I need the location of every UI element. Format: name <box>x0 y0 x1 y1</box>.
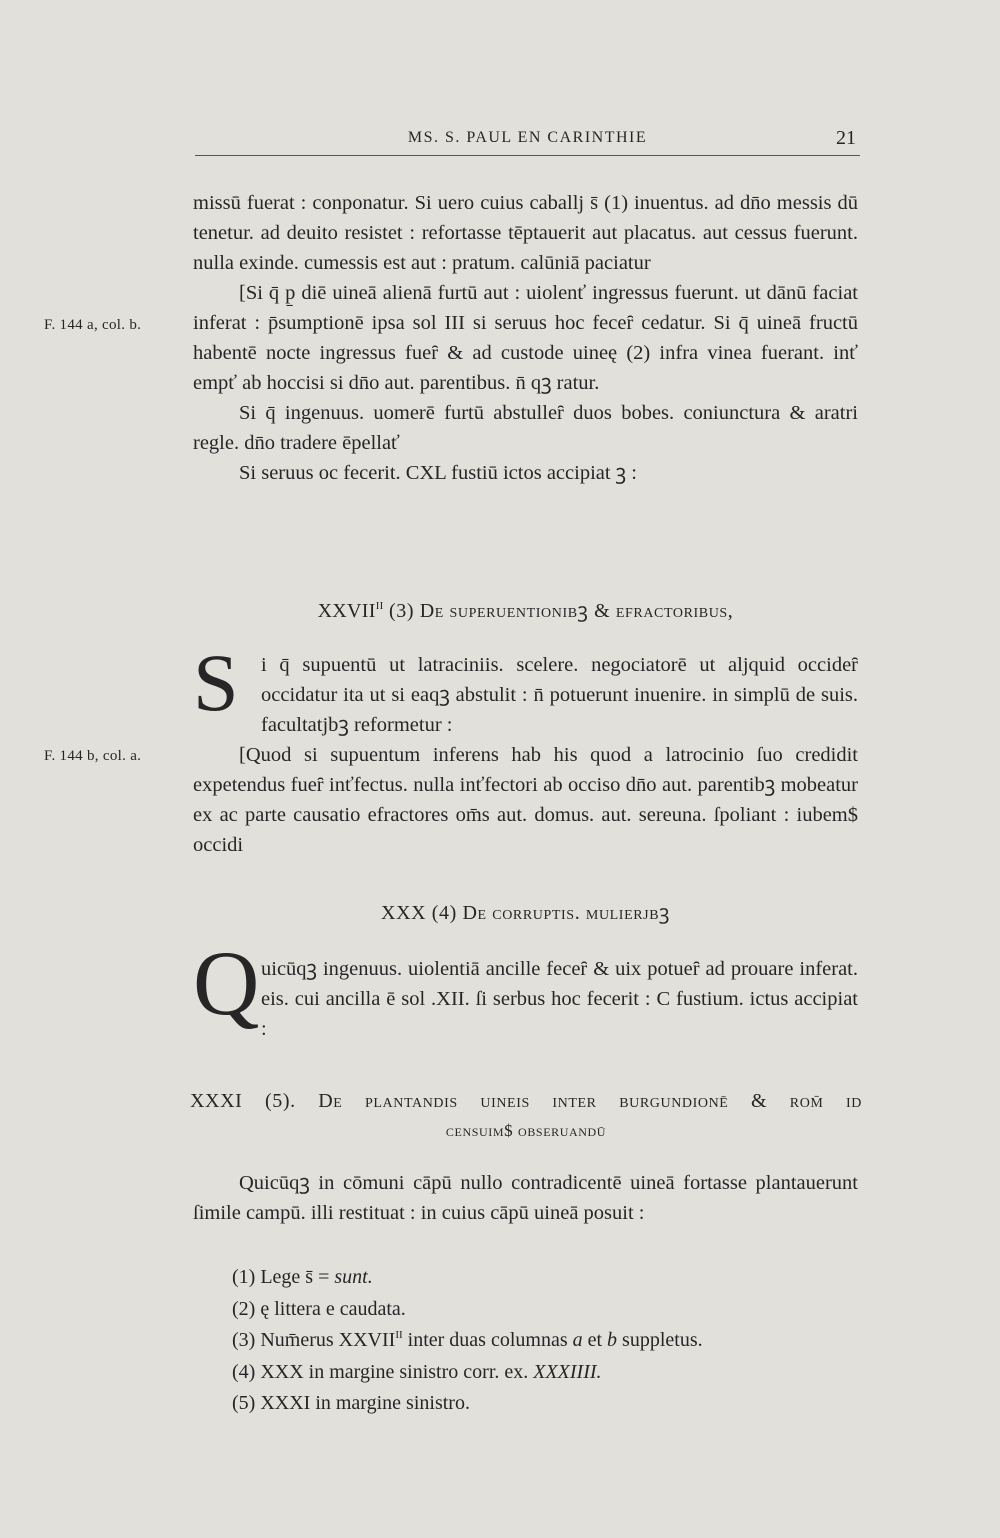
footnote <box>232 1325 703 1357</box>
paragraph: Si seruus oc fecerit. CXL fustiū ictos accipiat ꝫ : <box>239 462 637 484</box>
paragraph: missū fuerat : conponatur. Si uero cuius caballj s̄ (1) inuentus. ad dn̄o messis dū tenetur. ad deuito resistet : refortasse tēptauerit aut placatus. aut cessus fuerunt. nulla exinde. cumessis est aut : pratum. calūniā paciatur <box>193 192 858 274</box>
margin-note-folio: F. 144 b, col. a. <box>44 748 142 764</box>
paragraph: [Quod si supuentum inferens hab his quod a latrocinio ſuo credidit expetendus fueȓ inťfectus. nulla inťfectori ab occiso dn̄o aut. parentibꝫ mobeatur ex ac parte causatio efractores om̄s aut. domus. aut. sereuna. ſpoliant : iubem$ occidi <box>193 744 858 856</box>
section-heading <box>190 1086 862 1146</box>
heading-line: censuim$ obseruandū <box>445 1121 607 1140</box>
footnote-number: (2) <box>232 1297 256 1320</box>
drop-cap: S <box>193 637 239 728</box>
footnote-text: suppletus. <box>617 1329 703 1351</box>
footnotes <box>232 1262 703 1420</box>
paragraph-with-dropcap <box>193 932 858 1044</box>
footnote-italic: b <box>607 1329 618 1351</box>
heading-line: XXXI (5). De plantandis uineis inter burgundionē & rom̄ id <box>190 1090 862 1112</box>
page-number: 21 <box>836 127 856 149</box>
paragraph: Quicūqꝫ in cōmuni cāpū nullo contradicentē uineā fortasse plantauerunt ſimile campū. illi restituat : in cuius cāpū uineā posuit : <box>193 1172 858 1224</box>
body-block-4 <box>193 1168 858 1228</box>
footnote-text: ę littera e caudata. <box>260 1297 406 1320</box>
footnote-text: Num̄erus XXVII <box>260 1329 396 1351</box>
footnote-italic: sunt. <box>334 1266 373 1288</box>
footnote-number: (4) <box>232 1360 256 1383</box>
footnote <box>232 1262 703 1294</box>
footnote-text: inter duas columnas <box>402 1329 573 1351</box>
heading-superscript: II <box>375 600 384 612</box>
running-title: MS. S. PAUL EN CARINTHIE <box>407 129 648 146</box>
footnote-text: et <box>582 1329 608 1351</box>
footnote-number: (5) <box>232 1392 256 1414</box>
paragraph-text: uicūqꝫ ingenuus. uiolentiā ancille feceȓ & uix potueȓ ad prouare inferat. eis. cui ancilla ē sol .XII. ſi serbus hoc fecerit : C fustium. ictus accipiat : <box>261 958 858 1040</box>
footnote-text: Lege s̄ = <box>260 1266 335 1288</box>
footnote-superscript: II <box>395 1329 403 1341</box>
paragraph-with-dropcap <box>193 637 858 740</box>
body-block-3 <box>193 932 858 1044</box>
footnote-number: (3) <box>232 1329 256 1351</box>
footnote <box>232 1357 703 1389</box>
footnote-italic: a <box>572 1329 583 1351</box>
running-header <box>195 125 860 156</box>
margin-note-folio: F. 144 a, col. b. <box>44 317 142 333</box>
paragraph: Si q̄ ingenuus. uomerē furtū abstulleȓ duos bobes. coniunctura & aratri regle. dn̄o tradere ēpellať <box>193 402 858 454</box>
footnote-text: XXXI in margine sinistro. <box>260 1392 470 1414</box>
body-block-1 <box>193 188 858 488</box>
heading-title: (3) De superuentionibꝫ & efractoribus, <box>388 600 734 622</box>
section-heading: XXX (4) De corruptis. mulierjbꝫ <box>381 902 670 924</box>
footnote <box>232 1388 703 1420</box>
drop-cap: Q <box>193 932 260 1034</box>
footnote-text: XXX in margine sinistro corr. ex. <box>260 1360 534 1383</box>
footnote-italic: XXXIIII. <box>533 1360 602 1383</box>
footnote-number: (1) <box>232 1266 256 1288</box>
heading-number: XXVII <box>317 600 376 622</box>
body-block-2 <box>193 637 858 860</box>
section-heading <box>193 596 858 626</box>
footnote <box>232 1294 703 1326</box>
paragraph-text: i q̄ supuentū ut latraciniis. scelere. negociatorē ut aljquid occideȓ occidatur ita ut si eaqꝫ abstulit : n̄ potuerunt inuenire. in simplū de suis. facultatjbꝫ reformetur : <box>261 654 858 736</box>
paragraph: [Si q̄ p̱ diē uineā alienā furtū aut : uiolenť ingressus fuerunt. ut dānū faciat inferat : p̄sumptionē ipsa sol III si seruus hoc feceȓ cedatur. Si q̄ uineā fructū habentē nocte ingressus fueȓ & ad custode uineę (2) infra vinea fuerant. inť empť ab hoccisi si dn̄o aut. parentibus. n̄ qꝫ ratur. <box>193 282 858 394</box>
